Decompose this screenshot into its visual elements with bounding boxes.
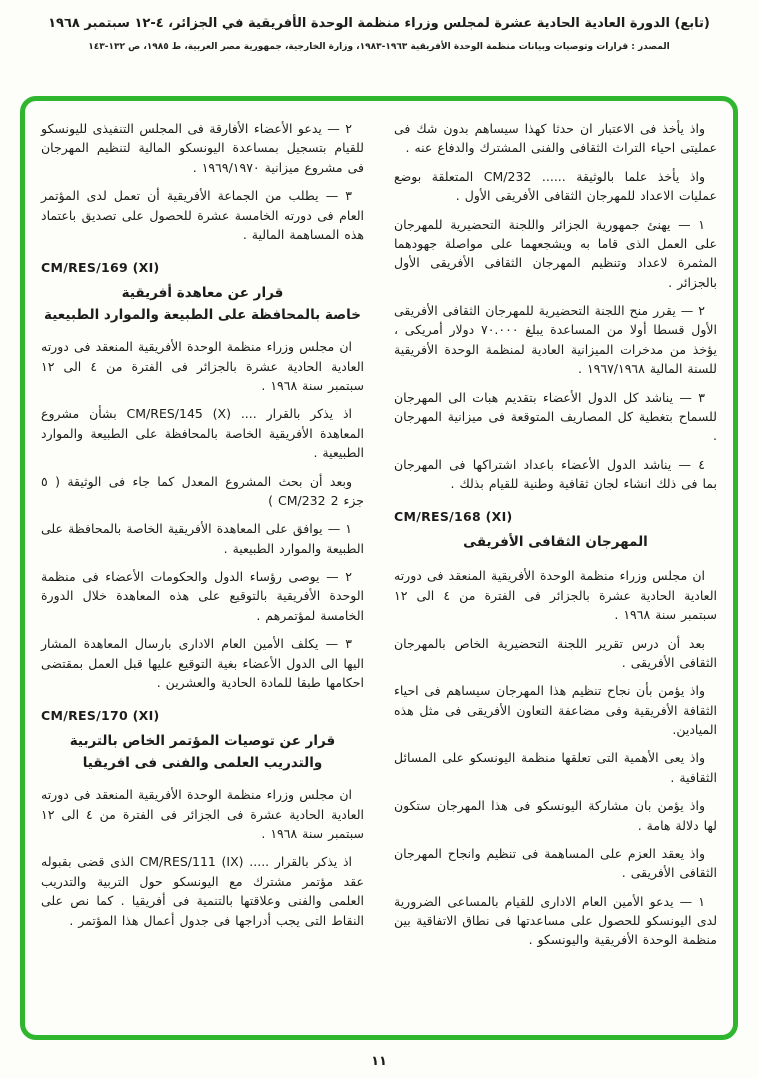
page-number: ١١ <box>371 1054 387 1069</box>
paragraph: ٤ — يناشد الدول الأعضاء باعداد اشتراكها فى المهرجان بما فى ذلك انشاء لجان ثقافية وطنية للقيام بذلك . <box>394 456 717 491</box>
paragraph: واذ يعقد العزم على المساهمة فى تنظيم وانجاح المهرجان الثقافى الأفريقى . <box>394 845 717 881</box>
paragraph: اذ يذكر بالقرار .... CM/RES/145 (X) بشأن مشروع المعاهدة الأفريقية الخاصة بالمحافظة على الطبيعة والموارد الطبيعية . <box>41 406 364 461</box>
column-left <box>41 119 364 1023</box>
paragraph: ٣ — يكلف الأمين العام الادارى بارسال المعاهدة المشار اليها الى الدول الأعضاء بغية التوقيع عليها قبل العمل بمقتضى احكامها طبقا للمادة الحادية والعشرين . <box>41 636 364 690</box>
paragraph: بعد أن درس تقرير اللجنة التحضيرية الخاص بالمهرجان الثقافى الأفريقى . <box>394 635 717 670</box>
paragraph: واذ يؤمن بان مشاركة اليونسكو فى هذا المهرجان ستكون لها دلالة هامة . <box>394 798 717 833</box>
paragraph: واذ يؤمن بأن نجاح تنظيم هذا المهرجان سيساهم فى احياء الثقافة الأفريقية وفى مضاعفة التعاون الأفريقى فى مثل هذه الميادين. <box>394 683 717 737</box>
page-header <box>24 16 734 52</box>
paragraph: ان مجلس وزراء منظمة الوحدة الأفريقية المنعقد فى دورته العادية الحادية عشرة بالجزائر فى الفترة من ٤ الى ١٢ سبتمبر سنة ١٩٦٨ . <box>41 339 364 393</box>
resolution-code: CM/RES/170 (XI) <box>41 708 160 724</box>
paragraph: واذ يأخذ فى الاعتبار ان حدثا كهذا سيساهم بدون شك فى عمليتى احياء التراث الثقافى والفنى المشترك والدفاع عنه . <box>394 121 717 156</box>
paragraph: وبعد أن بحث المشروع المعدل كما جاء فى الوثيقة ( ٥ جزء 2 CM/232 ) <box>41 473 364 508</box>
paragraph: واذ يأخذ علما بالوثيقة ...... CM/232 المتعلقة بوضع عمليات الاعداد للمهرجان الثقافى الأفريقى الأول . <box>394 168 717 204</box>
paragraph: اذ يذكر بالقرار ..... CM/RES/111 (IX) الذى قضى بقبوله عقد مؤتمر مشترك مع اليونسكو حول التربية والتدريب العلمى والفنى وعلاقتها بالتنمية فى أفريقيا . كما نص على النقاط التى يجب أدراجها فى جدول أعمال هذا المؤتمر . <box>41 854 364 928</box>
paragraph: ٢ — يقرر منح اللجنة التحضيرية للمهرجان الثقافى الأفريقى الأول قسطا أولا من المساعدة يبلغ ٧٠.٠٠٠ دولار أمريكى ، يؤخذ من مدخرات الميزانية العادية لمنظمة الوحدة الأفريقية للسنة المالية ١٩٦٧/١٩٦٨ . <box>394 303 717 377</box>
resolution-title: قرار عن معاهدة أفريقية <box>121 285 284 302</box>
paragraph: واذ يعى الأهمية التى تعلقها منظمة اليونسكو على المسائل الثقافية . <box>394 750 717 785</box>
paragraph: ٢ — يوصى رؤساء الدول والحكومات الأعضاء فى منظمة الوحدة الأفريقية بالتوقيع على هذه المعاهدة خلال الدورة الخامسة لمؤتمرهم . <box>41 569 364 623</box>
paragraph: ١ — يهنئ جمهورية الجزائر واللجنة التحضيرية للمهرجان على العمل الذى قاما به ويشجعهما على مواصلة جهودهما المثمرة لاعداد وتنظيم المهرجان الثقافى الأفريقى الأول بالجزائر . <box>394 216 717 290</box>
paragraph: ١ — يوافق على المعاهدة الأفريقية الخاصة بالمحافظة على الطبيعة والموارد الطبيعية . <box>41 521 364 556</box>
resolution-subtitle: خاصة بالمحافظة على الطبيعة والموارد الطبيعية <box>44 307 361 324</box>
resolution-title: قرار عن توصيات المؤتمر الخاص بالتربية <box>69 733 336 750</box>
source-citation: المصدر : قرارات وتوصيات وبيانات منظمة الوحدة الأفريقية ١٩٦٣-١٩٨٣، وزارة الخارجية، جمهورية مصر العربية، ط ١٩٨٥، ص ١٣٢-١٤٣ <box>88 42 670 52</box>
two-column-layout <box>41 119 717 1023</box>
session-title: (تابع) الدورة العادية الحادية عشرة لمجلس وزراء منظمة الوحدة الأفريقية في الجزائر، ٤-١٢ سبتمبر ١٩٦٨ <box>48 16 710 31</box>
paragraph: ٣ — يطلب من الجماعة الأفريقية أن تعمل لدى المؤتمر العام فى دورته الخامسة عشرة للحصول على تصديق باعتماد هذه المساهمة المالية . <box>41 188 364 242</box>
resolution-subtitle: والتدريب العلمى والفنى فى افريقيا <box>82 755 323 772</box>
paragraph: ان مجلس وزراء منظمة الوحدة الأفريقية المنعقد فى دورته العادية الحادية عشرة بالجزائر فى الفترة من ٤ الى ١٢ سبتمبر سنة ١٩٦٨ . <box>394 568 717 623</box>
resolution-code: CM/RES/168 (XI) <box>394 509 513 525</box>
paragraph: ان مجلس وزراء منظمة الوحدة الأفريقية المنعقد فى دورته العادية الحادية عشرة فى الجزائر فى الفترة من ٤ الى ١٢ سبتمبر سنة ١٩٦٨ . <box>41 787 364 841</box>
paragraph: ٣ — يناشد كل الدول الأعضاء بتقديم هبات الى المهرجان للسماح بتغطية كل المصاريف المتوقعة فى ميزانية المهرجان . <box>394 389 717 444</box>
resolution-code: CM/RES/169 (XI) <box>41 260 160 276</box>
paragraph: ٢ — يدعو الأعضاء الأفارقة فى المجلس التنفيذى لليونسكو للقيام بتسجيل بمساعدة اليونسكو المالية لتنظيم المهرجان فى مشروع ميزانية ١٩٦٩/١٩٧٠ . <box>41 121 364 175</box>
document-border <box>20 96 738 1040</box>
resolution-title: المهرجان الثقافى الأفريقى <box>463 534 648 551</box>
paragraph: ١ — يدعو الأمين العام الادارى للقيام بالمساعى الضرورية لدى اليونسكو للحصول على مساعدتها فى نطاق الاتفاقية بين منظمة الوحدة الأفريقية واليونسكو . <box>394 893 717 948</box>
column-right <box>394 119 717 1023</box>
